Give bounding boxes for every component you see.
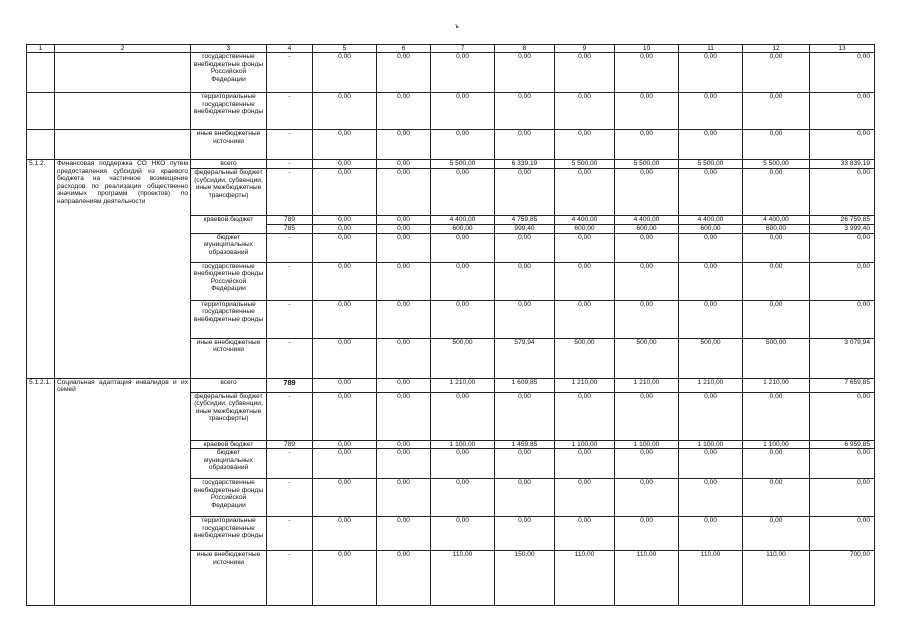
code-cell: 789 <box>267 378 313 392</box>
funding-source-cell: иные внебюджетные источники <box>191 338 267 378</box>
value-cell: 600,00 <box>679 225 743 234</box>
value-cell: 0,00 <box>377 440 431 449</box>
value-cell: 1 210,00 <box>431 378 495 392</box>
value-cell: 0,00 <box>431 479 495 517</box>
col-header: 8 <box>495 45 555 53</box>
value-cell: 0,00 <box>495 517 555 551</box>
code-cell: - <box>267 392 313 440</box>
value-cell: 0,00 <box>615 517 679 551</box>
value-cell: 1 100,00 <box>743 440 810 449</box>
value-cell: 5 500,00 <box>431 160 495 169</box>
value-cell: 0,00 <box>679 169 743 216</box>
value-cell: 0,00 <box>810 517 875 551</box>
value-cell: 0,00 <box>810 53 875 93</box>
code-cell: - <box>267 233 313 262</box>
value-cell: 0,00 <box>377 169 431 216</box>
item-number-cell <box>27 130 55 160</box>
funding-source-cell: федеральный бюджет (субсидии, субвенции, иные межбюджетные трансферты) <box>191 392 267 440</box>
value-cell: 4 400,00 <box>431 216 495 225</box>
value-cell: 0,00 <box>495 53 555 93</box>
funding-source-cell: территориальные государственные внебюджетные фонды <box>191 300 267 338</box>
item-number-cell <box>27 53 55 93</box>
value-cell: 600,00 <box>615 225 679 234</box>
table-row <box>27 160 875 169</box>
value-cell: 0,00 <box>555 233 615 262</box>
funding-source-cell: федеральный бюджет (субсидии, субвенции, иные межбюджетные трансферты) <box>191 169 267 216</box>
value-cell: 0,00 <box>615 233 679 262</box>
value-cell: 0,00 <box>743 169 810 216</box>
value-cell: 0,00 <box>555 392 615 440</box>
value-cell: 5 500,00 <box>615 160 679 169</box>
value-cell: 0,00 <box>743 53 810 93</box>
value-cell: 0,00 <box>743 517 810 551</box>
code-cell: - <box>267 300 313 338</box>
value-cell: 0,00 <box>431 233 495 262</box>
value-cell: 0,00 <box>313 479 377 517</box>
funding-source-cell: государственные внебюджетные фонды Российской Федерации <box>191 479 267 517</box>
code-cell: 789 <box>267 440 313 449</box>
value-cell: 1 210,00 <box>555 378 615 392</box>
value-cell: 0,00 <box>555 479 615 517</box>
value-cell: 0,00 <box>615 169 679 216</box>
value-cell: 33 839,19 <box>810 160 875 169</box>
value-cell: 0,00 <box>377 216 431 225</box>
value-cell: 7 659,85 <box>810 378 875 392</box>
value-cell: 0,00 <box>555 517 615 551</box>
value-cell: 0,00 <box>615 53 679 93</box>
value-cell: 0,00 <box>615 262 679 300</box>
value-cell: 0,00 <box>313 130 377 160</box>
value-cell: 1 459,85 <box>495 440 555 449</box>
value-cell: 0,00 <box>743 130 810 160</box>
value-cell: 0,00 <box>313 262 377 300</box>
value-cell: 500,00 <box>743 338 810 378</box>
value-cell: 0,00 <box>313 517 377 551</box>
value-cell: 600,00 <box>743 225 810 234</box>
value-cell: 0,00 <box>743 449 810 479</box>
value-cell: 6 339,19 <box>495 160 555 169</box>
value-cell: 0,00 <box>555 169 615 216</box>
value-cell: 0,00 <box>377 160 431 169</box>
value-cell: 0,00 <box>810 93 875 130</box>
value-cell: 5 500,00 <box>555 160 615 169</box>
value-cell: 0,00 <box>377 93 431 130</box>
value-cell: 0,00 <box>313 53 377 93</box>
value-cell: 999,40 <box>495 225 555 234</box>
value-cell: 0,00 <box>431 449 495 479</box>
value-cell: 0,00 <box>555 262 615 300</box>
value-cell: 1 210,00 <box>743 378 810 392</box>
value-cell: 0,00 <box>431 93 495 130</box>
value-cell: 0,00 <box>431 300 495 338</box>
value-cell: 0,00 <box>377 338 431 378</box>
item-number-cell <box>27 93 55 130</box>
value-cell: 4 400,00 <box>743 216 810 225</box>
value-cell: 0,00 <box>810 233 875 262</box>
code-cell: 789 <box>267 216 313 225</box>
funding-source-cell: иные внебюджетные источники <box>191 130 267 160</box>
value-cell: 0,00 <box>679 130 743 160</box>
value-cell: 0,00 <box>313 216 377 225</box>
value-cell: 0,00 <box>431 392 495 440</box>
value-cell: 0,00 <box>743 262 810 300</box>
value-cell: 4 759,85 <box>495 216 555 225</box>
col-header: 9 <box>555 45 615 53</box>
value-cell: 0,00 <box>377 378 431 392</box>
value-cell: 3 999,40 <box>810 225 875 234</box>
value-cell: 0,00 <box>377 233 431 262</box>
value-cell: 0,00 <box>377 262 431 300</box>
code-cell: 785 <box>267 225 313 234</box>
value-cell: 5 500,00 <box>679 160 743 169</box>
value-cell: 0,00 <box>495 262 555 300</box>
value-cell: 0,00 <box>743 233 810 262</box>
value-cell: 4 400,00 <box>615 216 679 225</box>
code-cell: - <box>267 130 313 160</box>
value-cell: 0,00 <box>679 262 743 300</box>
value-cell: 500,00 <box>431 338 495 378</box>
value-cell: 0,00 <box>495 300 555 338</box>
value-cell: 5 500,00 <box>743 160 810 169</box>
item-name-cell <box>55 93 191 130</box>
value-cell: 0,00 <box>679 449 743 479</box>
value-cell: 0,00 <box>810 169 875 216</box>
item-name-cell <box>55 130 191 160</box>
value-cell: 0,00 <box>495 233 555 262</box>
code-cell: - <box>267 160 313 169</box>
value-cell: 0,00 <box>555 300 615 338</box>
col-header: 6 <box>377 45 431 53</box>
value-cell: 0,00 <box>431 262 495 300</box>
funding-source-cell: бюджет муниципальных образований <box>191 449 267 479</box>
funding-source-cell: краевой бюджет <box>191 440 267 449</box>
value-cell: 0,00 <box>615 300 679 338</box>
value-cell: 4 400,00 <box>555 216 615 225</box>
value-cell: 0,00 <box>377 551 431 606</box>
code-cell: - <box>267 517 313 551</box>
page-mark: ъ <box>455 24 459 30</box>
value-cell: 0,00 <box>313 300 377 338</box>
value-cell: 0,00 <box>377 517 431 551</box>
value-cell: 0,00 <box>313 233 377 262</box>
col-header: 13 <box>810 45 875 53</box>
value-cell: 0,00 <box>615 449 679 479</box>
value-cell: 110,00 <box>615 551 679 606</box>
value-cell: 0,00 <box>495 449 555 479</box>
value-cell: 0,00 <box>495 130 555 160</box>
value-cell: 1 100,00 <box>615 440 679 449</box>
value-cell: 0,00 <box>377 479 431 517</box>
value-cell: 1 100,00 <box>431 440 495 449</box>
item-name-cell: Финансовая поддержка СО НКО путем предоставления субсидий из краевого бюджета на частичное возмещение расходов по реализации общественно значимых программ (проектов) по направлениям деятельности <box>55 160 191 379</box>
code-cell: - <box>267 449 313 479</box>
col-header: 5 <box>313 45 377 53</box>
col-header: 7 <box>431 45 495 53</box>
value-cell: 0,00 <box>313 338 377 378</box>
value-cell: 0,00 <box>810 479 875 517</box>
value-cell: 110,00 <box>679 551 743 606</box>
item-number-cell: 5.1.2. <box>27 160 55 379</box>
code-cell: - <box>267 169 313 216</box>
value-cell: 4 400,00 <box>679 216 743 225</box>
value-cell: 110,00 <box>555 551 615 606</box>
value-cell: 0,00 <box>679 479 743 517</box>
value-cell: 0,00 <box>431 517 495 551</box>
table-row <box>27 93 875 130</box>
funding-source-cell: территориальные государственные внебюджетные фонды <box>191 93 267 130</box>
value-cell: 0,00 <box>743 479 810 517</box>
funding-source-cell: государственные внебюджетные фонды Российской Федерации <box>191 262 267 300</box>
value-cell: 0,00 <box>743 392 810 440</box>
value-cell: 0,00 <box>377 449 431 479</box>
value-cell: 0,00 <box>377 300 431 338</box>
funding-source-cell: иные внебюджетные источники <box>191 551 267 606</box>
col-header: 10 <box>615 45 679 53</box>
value-cell: 600,00 <box>431 225 495 234</box>
item-name-cell <box>55 53 191 93</box>
value-cell: 3 079,94 <box>810 338 875 378</box>
value-cell: 0,00 <box>431 130 495 160</box>
value-cell: 0,00 <box>810 449 875 479</box>
value-cell: 0,00 <box>431 169 495 216</box>
value-cell: 0,00 <box>679 392 743 440</box>
value-cell: 0,00 <box>313 440 377 449</box>
value-cell: 0,00 <box>679 517 743 551</box>
budget-table <box>26 44 875 606</box>
header-row <box>27 45 875 53</box>
code-cell: - <box>267 93 313 130</box>
value-cell: 0,00 <box>313 378 377 392</box>
value-cell: 110,00 <box>743 551 810 606</box>
value-cell: 0,00 <box>679 53 743 93</box>
value-cell: 0,00 <box>810 300 875 338</box>
value-cell: 1 210,00 <box>679 378 743 392</box>
col-header: 4 <box>267 45 313 53</box>
value-cell: 0,00 <box>555 93 615 130</box>
code-cell: - <box>267 53 313 93</box>
value-cell: 0,00 <box>313 93 377 130</box>
value-cell: 1 100,00 <box>555 440 615 449</box>
value-cell: 1 100,00 <box>679 440 743 449</box>
value-cell: 0,00 <box>377 130 431 160</box>
funding-source-cell: всего <box>191 378 267 392</box>
value-cell: 0,00 <box>555 130 615 160</box>
value-cell: 500,00 <box>679 338 743 378</box>
col-header: 1 <box>27 45 55 53</box>
code-cell: - <box>267 551 313 606</box>
value-cell: 6 959,85 <box>810 440 875 449</box>
value-cell: 0,00 <box>743 93 810 130</box>
code-cell: - <box>267 262 313 300</box>
funding-source-cell: краевой бюджет <box>191 216 267 234</box>
value-cell: 0,00 <box>615 93 679 130</box>
table-body <box>27 45 875 606</box>
value-cell: 110,00 <box>431 551 495 606</box>
value-cell: 0,00 <box>615 392 679 440</box>
code-cell: - <box>267 479 313 517</box>
value-cell: 150,00 <box>495 551 555 606</box>
col-header: 2 <box>55 45 191 53</box>
funding-source-cell: всего <box>191 160 267 169</box>
col-header: 11 <box>679 45 743 53</box>
value-cell: 0,00 <box>313 160 377 169</box>
value-cell: 0,00 <box>495 479 555 517</box>
value-cell: 0,00 <box>679 233 743 262</box>
value-cell: 26 759,85 <box>810 216 875 225</box>
value-cell: 0,00 <box>495 392 555 440</box>
value-cell: 0,00 <box>810 392 875 440</box>
table-row <box>27 378 875 392</box>
value-cell: 1 210,00 <box>615 378 679 392</box>
value-cell: 0,00 <box>679 93 743 130</box>
value-cell: 0,00 <box>810 262 875 300</box>
value-cell: 0,00 <box>810 130 875 160</box>
value-cell: 0,00 <box>555 53 615 93</box>
value-cell: 0,00 <box>495 93 555 130</box>
value-cell: 1 609,85 <box>495 378 555 392</box>
value-cell: 579,94 <box>495 338 555 378</box>
value-cell: 0,00 <box>313 392 377 440</box>
value-cell: 0,00 <box>313 449 377 479</box>
table-row <box>27 130 875 160</box>
value-cell: 0,00 <box>377 225 431 234</box>
item-number-cell: 5.1.2.1. <box>27 378 55 606</box>
funding-source-cell: бюджет муниципальных образований <box>191 233 267 262</box>
value-cell: 700,00 <box>810 551 875 606</box>
col-header: 3 <box>191 45 267 53</box>
value-cell: 0,00 <box>313 169 377 216</box>
value-cell: 0,00 <box>743 300 810 338</box>
value-cell: 0,00 <box>555 449 615 479</box>
value-cell: 0,00 <box>495 169 555 216</box>
value-cell: 500,00 <box>615 338 679 378</box>
table-row <box>27 53 875 93</box>
value-cell: 500,00 <box>555 338 615 378</box>
funding-source-cell: территориальные государственные внебюджетные фонды <box>191 517 267 551</box>
value-cell: 0,00 <box>377 392 431 440</box>
value-cell: 0,00 <box>431 53 495 93</box>
value-cell: 0,00 <box>313 551 377 606</box>
value-cell: 0,00 <box>679 300 743 338</box>
value-cell: 0,00 <box>615 479 679 517</box>
code-cell: - <box>267 338 313 378</box>
value-cell: 0,00 <box>377 53 431 93</box>
col-header: 12 <box>743 45 810 53</box>
funding-source-cell: государственные внебюджетные фонды Российской Федерации <box>191 53 267 93</box>
value-cell: 0,00 <box>615 130 679 160</box>
value-cell: 600,00 <box>555 225 615 234</box>
value-cell: 0,00 <box>313 225 377 234</box>
item-name-cell: Социальная адаптация инвалидов и их семей <box>55 378 191 606</box>
